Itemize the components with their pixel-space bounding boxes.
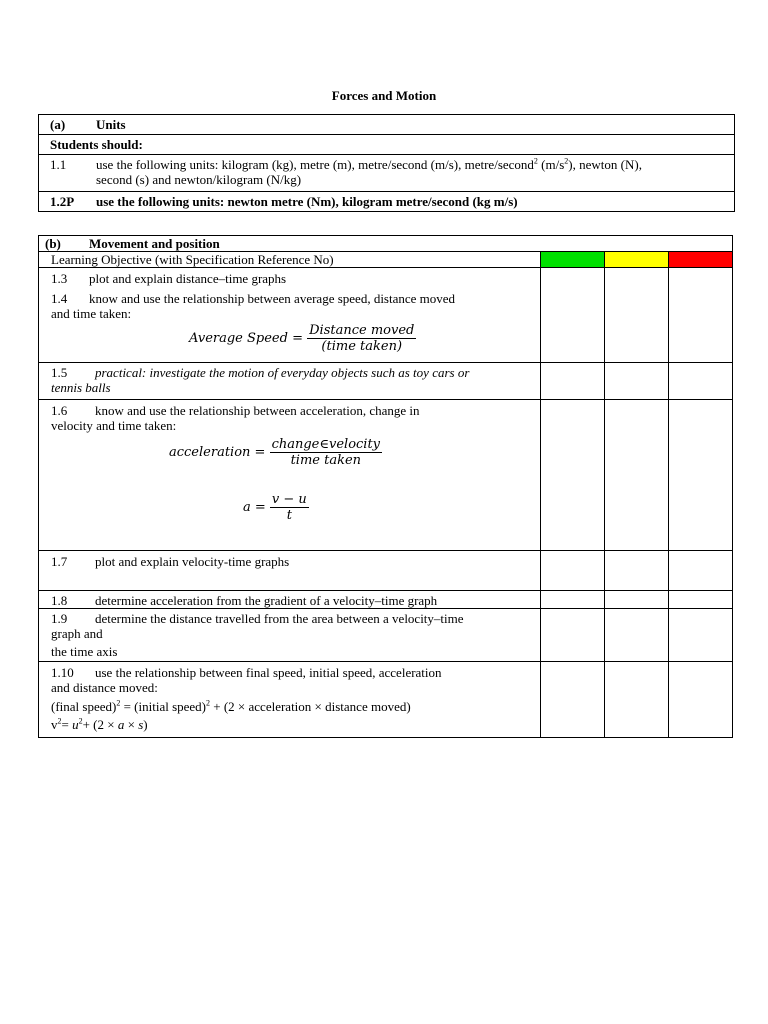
item-text-line-2: second (s) and newton/kilogram (N/kg) bbox=[96, 172, 302, 187]
item-number: 1.2P bbox=[50, 194, 75, 209]
item-number: 1.1 bbox=[50, 157, 67, 172]
amber-rating-cell[interactable] bbox=[605, 591, 669, 609]
speed-symbol-equation: $v^2= u^2+ (2 \times a \times s)$ bbox=[51, 716, 148, 732]
green-rating-cell[interactable] bbox=[541, 591, 605, 609]
item-text-line-2: and time taken: bbox=[51, 306, 132, 321]
item-text: use the relationship between final speed, initial speed, acceleration bbox=[95, 665, 442, 680]
green-rating-cell[interactable] bbox=[541, 551, 605, 591]
item-text-line-2: graph and bbox=[51, 626, 103, 641]
red-rating-cell[interactable] bbox=[669, 662, 733, 738]
amber-rating-cell[interactable] bbox=[605, 363, 669, 400]
section-label: (b) bbox=[45, 236, 61, 251]
units-table bbox=[38, 114, 735, 212]
amber-rating-cell[interactable] bbox=[605, 551, 669, 591]
item-text-line-2: tennis balls bbox=[51, 380, 111, 395]
item-number: 1.3 bbox=[51, 271, 68, 286]
formula-denominator: time taken bbox=[290, 453, 362, 468]
item-text: use the following units: newton metre (Nm), kilogram metre/second (kg m/s) bbox=[96, 194, 518, 209]
amber-rating-header bbox=[605, 252, 669, 268]
section-heading: Movement and position bbox=[89, 236, 220, 251]
amber-rating-cell[interactable] bbox=[605, 609, 669, 662]
students-should-row bbox=[39, 135, 735, 155]
amber-rating-cell[interactable] bbox=[605, 662, 669, 738]
green-rating-cell[interactable] bbox=[541, 400, 605, 551]
average-speed-formula bbox=[189, 323, 540, 354]
section-label: (a) bbox=[50, 117, 66, 132]
formula-lhs: a = bbox=[243, 500, 266, 515]
red-rating-cell[interactable] bbox=[669, 551, 733, 591]
green-rating-header bbox=[541, 252, 605, 268]
formula-numerator: Distance moved bbox=[309, 323, 415, 338]
item-text: know and use the relationship between average speed, distance moved bbox=[89, 291, 456, 306]
item-text: determine acceleration from the gradient of a velocity–time graph bbox=[95, 593, 438, 608]
formula-numerator: change∈velocity bbox=[271, 437, 381, 452]
acceleration-symbol-formula bbox=[243, 492, 540, 523]
formula-lhs: acceleration = bbox=[169, 445, 266, 460]
green-rating-cell[interactable] bbox=[541, 609, 605, 662]
item-text-line-2: velocity and time taken: bbox=[51, 418, 177, 433]
item-text: use the following units: kilogram (kg), metre (m), metre/second (m/s), metre/second$^2$ $(m/s^2)$, newton (N), bbox=[96, 156, 642, 172]
students-should-label: Students should: bbox=[39, 135, 735, 155]
table-row bbox=[39, 609, 733, 662]
red-rating-cell[interactable] bbox=[669, 268, 733, 363]
formula-denominator: (time taken) bbox=[321, 339, 403, 354]
amber-rating-cell[interactable] bbox=[605, 268, 669, 363]
red-rating-cell[interactable] bbox=[669, 363, 733, 400]
speed-equation: (final speed)$^2$ = (initial speed)$^2$ + (2 × acceleration × distance moved) bbox=[51, 698, 411, 714]
objective-header: Learning Objective (with Specification Reference No) bbox=[39, 252, 541, 268]
amber-rating-cell[interactable] bbox=[605, 400, 669, 551]
acceleration-formula bbox=[169, 437, 540, 468]
table-row bbox=[39, 363, 733, 400]
movement-position-table bbox=[38, 235, 733, 738]
item-text: plot and explain distance–time graphs bbox=[89, 271, 287, 286]
red-rating-cell[interactable] bbox=[669, 400, 733, 551]
table-row bbox=[39, 591, 733, 609]
item-text: determine the distance travelled from the area between a velocity–time bbox=[95, 611, 464, 626]
table-row bbox=[39, 268, 733, 363]
item-number: 1.8 bbox=[51, 593, 68, 608]
table-row bbox=[39, 551, 733, 591]
formula-denominator: t bbox=[286, 508, 292, 523]
section-heading: Units bbox=[96, 117, 126, 132]
green-rating-cell[interactable] bbox=[541, 268, 605, 363]
item-number: 1.10 bbox=[51, 665, 74, 680]
objective-header-row bbox=[39, 252, 733, 268]
item-text: plot and explain velocity-time graphs bbox=[95, 554, 290, 569]
formula-numerator: v − u bbox=[271, 492, 307, 507]
red-rating-cell[interactable] bbox=[669, 591, 733, 609]
formula-lhs: Average Speed = bbox=[189, 331, 303, 346]
table-row bbox=[39, 400, 733, 551]
item-number: 1.7 bbox=[51, 554, 68, 569]
item-number: 1.5 bbox=[51, 365, 68, 380]
page-title: Forces and Motion bbox=[331, 88, 437, 103]
item-number: 1.9 bbox=[51, 611, 68, 626]
table-row bbox=[39, 192, 735, 212]
item-number: 1.6 bbox=[51, 403, 68, 418]
units-header-row bbox=[39, 115, 735, 135]
table-row bbox=[39, 155, 735, 192]
section-header-row bbox=[39, 236, 733, 252]
item-text: practical: investigate the motion of everyday objects such as toy cars or bbox=[95, 365, 470, 380]
table-row bbox=[39, 662, 733, 738]
green-rating-cell[interactable] bbox=[541, 662, 605, 738]
green-rating-cell[interactable] bbox=[541, 363, 605, 400]
item-number: 1.4 bbox=[51, 291, 68, 306]
item-text: know and use the relationship between acceleration, change in bbox=[95, 403, 420, 418]
red-rating-header bbox=[669, 252, 733, 268]
item-text-line-2: and distance moved: bbox=[51, 680, 158, 695]
red-rating-cell[interactable] bbox=[669, 609, 733, 662]
item-text-line-3: the time axis bbox=[51, 644, 118, 659]
